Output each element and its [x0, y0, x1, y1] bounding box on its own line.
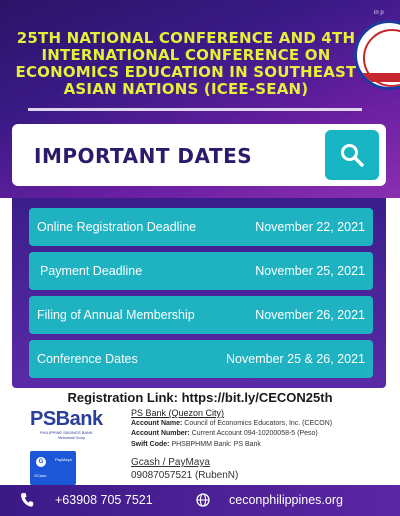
- gcash-info: [131, 456, 238, 482]
- swift-line: Swift Code: PHSBPHMM Bank: PS Bank: [131, 440, 261, 448]
- phone-number[interactable]: +63908 705 7521: [55, 493, 153, 507]
- account-number-line: Account Number: Current Account 094-10200058-5 (Peso): [131, 430, 318, 437]
- account-name-line: Account Name: Council of Economics Educators, Inc. (CECON): [131, 419, 333, 427]
- date-label: Online Registration Deadline: [37, 220, 197, 234]
- important-dates-card: [12, 124, 386, 186]
- gcash-number: 09087057521 (RubenN): [131, 470, 239, 481]
- psbank-logo-group: Metrobank Group: [58, 436, 86, 440]
- partner-label: in p: [374, 10, 384, 16]
- bank-info: [131, 408, 332, 450]
- gcash-logo-text: GCash: [34, 473, 47, 478]
- date-label: Filing of Annual Membership: [37, 308, 195, 322]
- date-value: November 25, 2021: [255, 264, 365, 278]
- header-divider: [28, 108, 362, 111]
- paymaya-logo-text: PayMaya: [55, 457, 72, 462]
- date-value: November 25 & 26, 2021: [226, 352, 365, 366]
- gcash-g-icon: G: [36, 457, 46, 467]
- conference-title: 25TH NATIONAL CONFERENCE AND 4TH INTERNATIONAL CONFERENCE ON ECONOMICS EDUCATION IN SOUTHEAST ASIAN NATIONS (ICEE-SEAN): [15, 29, 357, 98]
- psbank-logo-text: PSBank: [30, 408, 103, 430]
- date-value: November 22, 2021: [255, 220, 365, 234]
- website-link[interactable]: ceconphilippines.org: [229, 493, 343, 507]
- bank-name: PS Bank (Quezon City): [131, 408, 225, 418]
- search-button[interactable]: [325, 130, 379, 180]
- registration-link[interactable]: Registration Link: https://bit.ly/CECON25th: [67, 390, 333, 405]
- date-row-membership: [29, 296, 373, 334]
- date-label: Conference Dates: [37, 352, 138, 366]
- section-heading: IMPORTANT DATES: [34, 144, 253, 168]
- psbank-logo: [30, 408, 122, 440]
- date-label: Payment Deadline: [40, 264, 143, 278]
- date-row-conference: [29, 340, 373, 378]
- footer: [0, 485, 400, 516]
- date-value: November 26, 2021: [255, 308, 365, 322]
- gcash-header: Gcash / PayMaya: [131, 457, 210, 468]
- phone-icon: [20, 492, 34, 508]
- gcash-paymaya-logo: [30, 451, 76, 485]
- search-icon: [339, 142, 365, 168]
- date-row-registration: [29, 208, 373, 246]
- globe-icon: [196, 493, 210, 507]
- header-banner: [0, 0, 400, 198]
- date-row-payment: [29, 252, 373, 290]
- psbank-logo-subtext: PHILIPPINE SAVINGS BANK: [40, 430, 93, 435]
